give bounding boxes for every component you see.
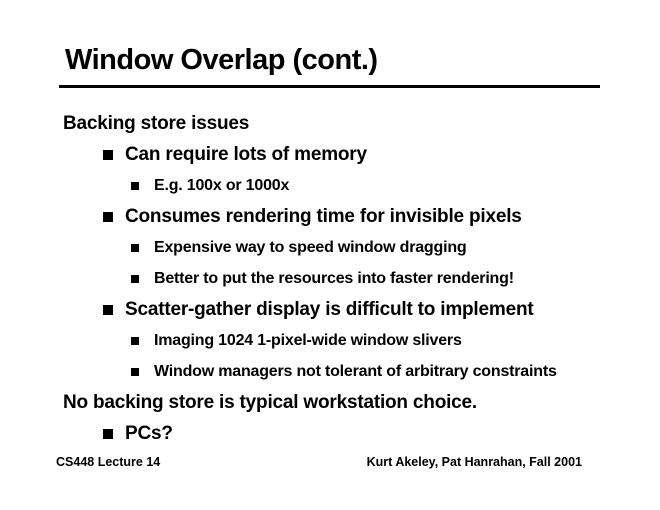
- bullet-text: Expensive way to speed window dragging: [154, 238, 467, 256]
- bullet-item: [0, 139, 660, 170]
- bullet-item: [0, 356, 660, 387]
- bullet-text: Consumes rendering time for invisible pixels: [125, 205, 522, 227]
- bullet-square-icon: [103, 305, 113, 315]
- bullet-square-icon: [131, 275, 139, 283]
- bullet-item: [0, 170, 660, 201]
- bullet-item: [0, 232, 660, 263]
- bullet-text: Backing store issues: [63, 112, 250, 134]
- body-line: [0, 387, 660, 418]
- bullet-text: E.g. 100x or 1000x: [154, 176, 290, 194]
- bullet-item: [0, 294, 660, 325]
- bullet-text: Can require lots of memory: [125, 143, 367, 165]
- footer-authors-label: Kurt Akeley, Pat Hanrahan, Fall 2001: [366, 455, 582, 469]
- bullet-text: No backing store is typical workstation choice.: [63, 391, 477, 413]
- bullet-item: [0, 418, 660, 449]
- footer-course-label: CS448 Lecture 14: [56, 455, 161, 469]
- bullet-square-icon: [131, 368, 139, 376]
- bullet-item: [0, 263, 660, 294]
- bullet-item: [0, 201, 660, 232]
- bullet-square-icon: [131, 244, 139, 252]
- bullet-text: Scatter-gather display is difficult to implement: [125, 298, 534, 320]
- body-line: [0, 108, 660, 139]
- bullet-square-icon: [103, 429, 113, 439]
- bullet-square-icon: [103, 212, 113, 222]
- bullet-square-icon: [103, 150, 113, 160]
- bullet-square-icon: [131, 337, 139, 345]
- bullet-text: Window managers not tolerant of arbitrary constraints: [154, 362, 557, 380]
- bullet-square-icon: [131, 182, 139, 190]
- bullet-text: PCs?: [125, 422, 173, 444]
- slide-title: Window Overlap (cont.): [65, 44, 378, 76]
- title-underline-rule: [59, 85, 600, 88]
- bullet-text: Imaging 1024 1-pixel-wide window slivers: [154, 331, 462, 349]
- bullet-item: [0, 325, 660, 356]
- bullet-text: Better to put the resources into faster rendering!: [154, 269, 514, 287]
- slide-body: [0, 108, 660, 449]
